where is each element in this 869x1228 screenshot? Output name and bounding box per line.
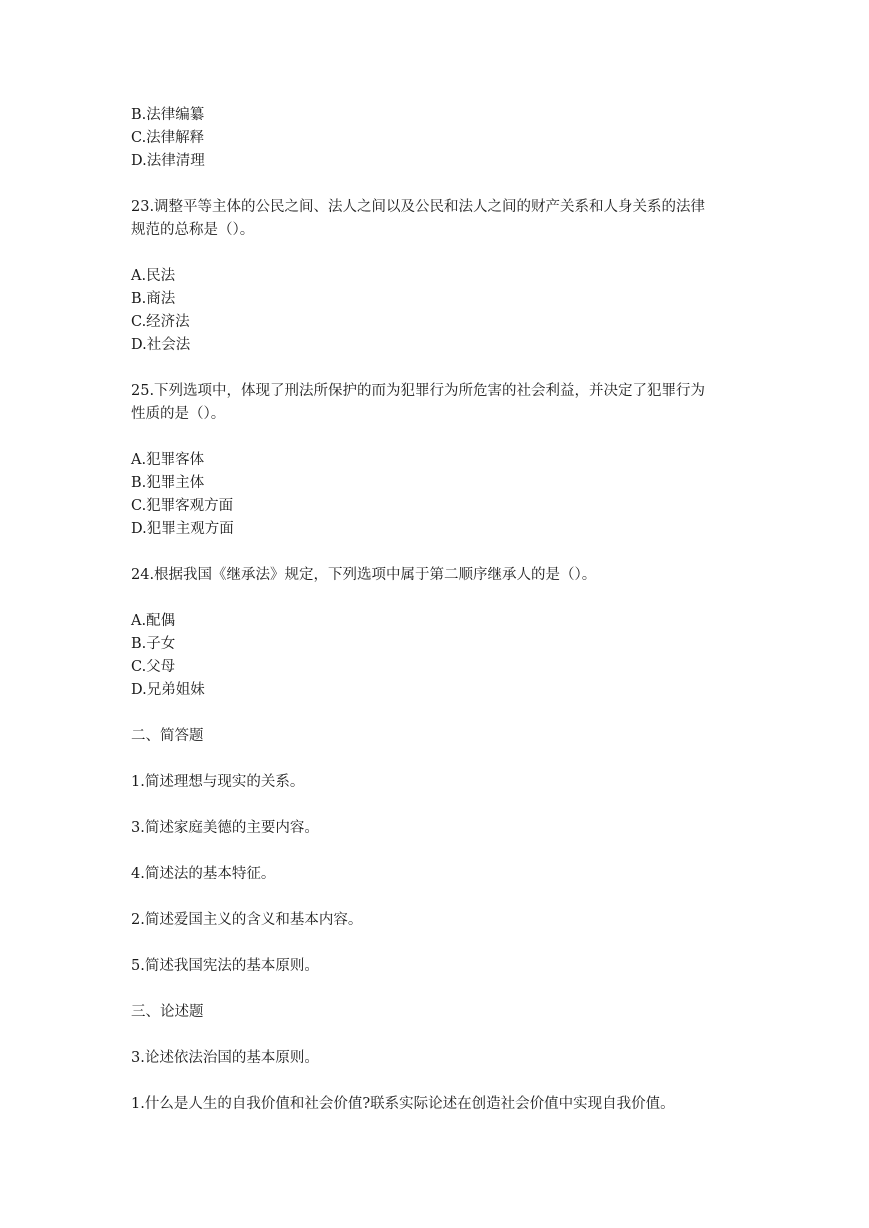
question-23-option-d: D.社会法 [131,337,191,353]
question-25-option-d: D.犯罪主观方面 [131,521,234,537]
short-answer-item: 2.简述爱国主义的含义和基本内容。 [131,912,363,928]
short-answer-item: 4.简述法的基本特征。 [131,866,276,882]
question-25-stem-cont: 性质的是（）。 [131,406,226,422]
question-23-option-a: A.民法 [131,268,176,284]
question-23-stem: 23.调整平等主体的公民之间、法人之间以及公民和法人之间的财产关系和人身关系的法律 [131,199,706,215]
question-25-option-a: A.犯罪客体 [131,452,205,468]
question-25-option-c: C.犯罪客观方面 [131,498,234,514]
question-24-option-b: B.子女 [131,636,176,652]
essay-item: 1.什么是人生的自我价值和社会价值?联系实际论述在创造社会价值中实现自我价值。 [131,1096,675,1112]
question-24-option-a: A.配偶 [131,613,176,629]
question-24-option-d: D.兄弟姐妹 [131,682,205,698]
option-d: D.法律清理 [131,153,205,169]
short-answer-item: 5.简述我国宪法的基本原则。 [131,958,319,974]
question-25-option-b: B.犯罪主体 [131,475,205,491]
option-c: C.法律解释 [131,130,205,146]
short-answer-item: 1.简述理想与现实的关系。 [131,774,305,790]
question-23-option-b: B.商法 [131,291,176,307]
question-24-option-c: C.父母 [131,659,176,675]
question-25-stem: 25.下列选项中，体现了刑法所保护的而为犯罪行为所危害的社会利益，并决定了犯罪行为 [131,383,706,399]
section-3-heading: 三、论述题 [131,1004,204,1020]
question-23-option-c: C.经济法 [131,314,190,330]
short-answer-item: 3.简述家庭美德的主要内容。 [131,820,319,836]
option-b: B.法律编纂 [131,107,205,123]
question-24-stem: 24.根据我国《继承法》规定，下列选项中属于第二顺序继承人的是（）。 [131,567,597,583]
document-page [131,104,751,1116]
essay-item: 3.论述依法治国的基本原则。 [131,1050,319,1066]
section-2-heading: 二、简答题 [131,728,204,744]
question-23-stem-cont: 规范的总称是（）。 [131,222,255,238]
